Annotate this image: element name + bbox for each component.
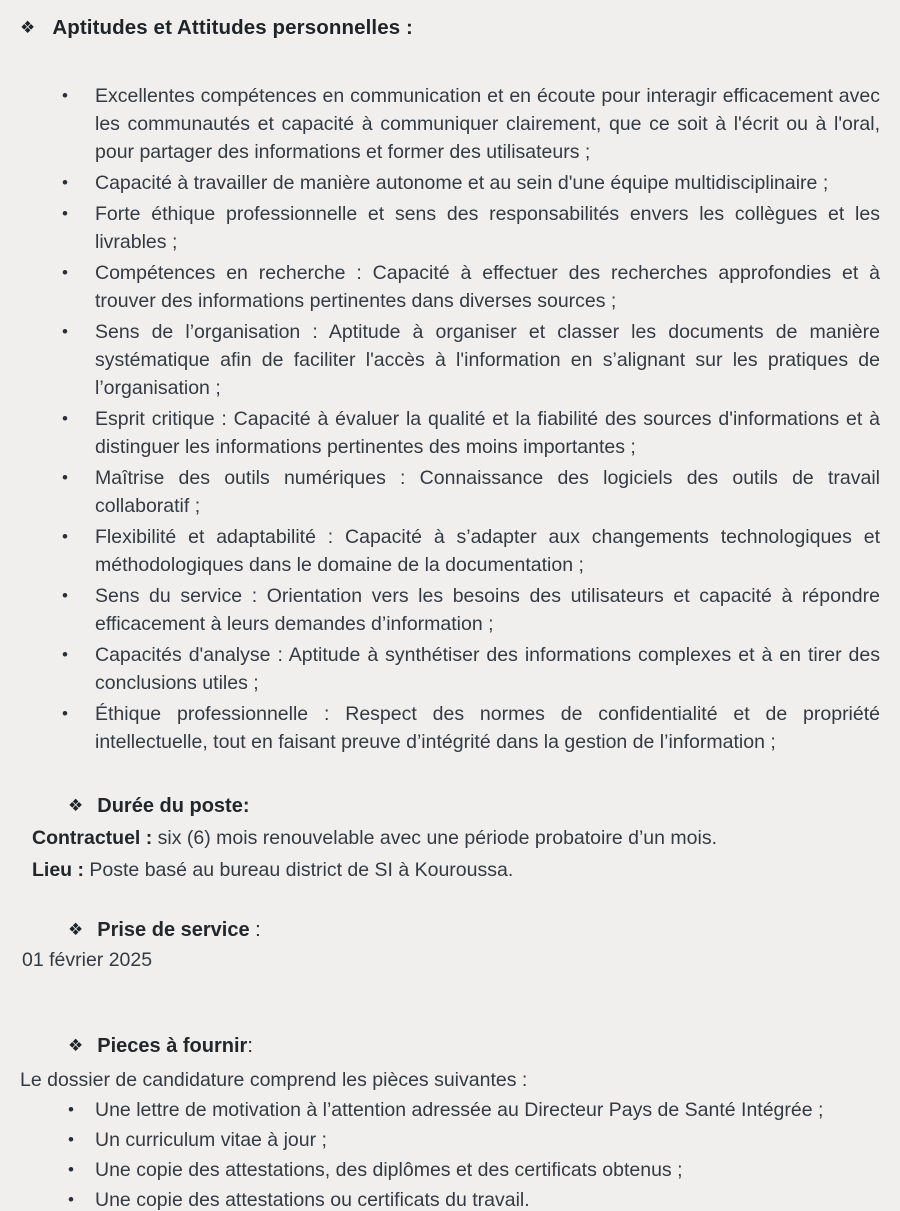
section-pieces-header xyxy=(0,1032,900,1060)
list-item xyxy=(0,641,900,697)
section-prise-header xyxy=(0,916,900,944)
lieu-label: Lieu : xyxy=(32,859,84,881)
list-item xyxy=(0,405,900,461)
list-item xyxy=(0,200,900,256)
bullet-icon: • xyxy=(62,409,68,428)
diamond-bullet-icon: ❖ xyxy=(20,18,36,38)
bullet-icon: • xyxy=(62,468,68,487)
section-aptitudes-title: Aptitudes et Attitudes personnelles : xyxy=(52,16,413,39)
diamond-bullet-icon: ❖ xyxy=(68,796,84,816)
section-pieces-title: Pieces à fournir: xyxy=(97,1035,253,1057)
contractuel-line xyxy=(32,824,900,852)
contractuel-text: six (6) mois renouvelable avec une période probatoire d’un mois. xyxy=(152,827,717,849)
list-item-text: Capacités d'analyse : Aptitude à synthétiser des informations complexes et à en tirer des conclusions utiles ; xyxy=(95,644,880,694)
bullet-icon: • xyxy=(68,1190,74,1209)
list-item xyxy=(0,1186,900,1211)
list-item-text: Sens du service : Orientation vers les besoins des utilisateurs et capacité à répondre efficacement à leurs demandes d’information ; xyxy=(95,585,880,635)
bullet-icon: • xyxy=(62,204,68,223)
list-item xyxy=(0,1126,900,1154)
list-item-text: Forte éthique professionnelle et sens des responsabilités envers les collègues et les livrables ; xyxy=(95,203,880,253)
section-aptitudes-header xyxy=(0,14,900,42)
aptitudes-list xyxy=(0,82,900,756)
bullet-icon: • xyxy=(62,86,68,105)
list-item xyxy=(0,1096,900,1124)
list-item-text: Une copie des attestations ou certificats du travail. xyxy=(95,1189,530,1211)
list-item-text: Esprit critique : Capacité à évaluer la qualité et la fiabilité des sources d'informations et à distinguer les informations pertinentes des moins importantes ; xyxy=(95,408,880,458)
section-duree-title: Durée du poste: xyxy=(97,795,250,817)
pieces-intro: Le dossier de candidature comprend les pièces suivantes : xyxy=(20,1069,528,1091)
start-date: 01 février 2025 xyxy=(22,949,153,971)
bullet-icon: • xyxy=(62,645,68,664)
list-item xyxy=(0,700,900,756)
list-item-text: Capacité à travailler de manière autonome et au sein d'une équipe multidisciplinaire ; xyxy=(95,172,829,194)
lieu-line xyxy=(32,856,900,884)
bullet-icon: • xyxy=(68,1100,74,1119)
list-item xyxy=(0,169,900,197)
bullet-icon: • xyxy=(62,527,68,546)
section-prise-title: Prise de service : xyxy=(97,919,261,941)
list-item-text: Éthique professionnelle : Respect des normes de confidentialité et de propriété intellectuelle, tout en faisant preuve d’intégrité dans la gestion de l’information ; xyxy=(95,703,880,753)
pieces-list xyxy=(0,1096,900,1211)
list-item-text: Excellentes compétences en communication et en écoute pour interagir efficacement avec les communautés et capacité à communiquer clairement, que ce soit à l'écrit ou à l'oral, pour partager des informations et former des utilisateurs ; xyxy=(95,85,880,163)
diamond-bullet-icon: ❖ xyxy=(68,1036,84,1056)
list-item-text: Sens de l’organisation : Aptitude à organiser et classer les documents de manière systématique afin de faciliter l'accès à l'information en s’alignant sur les pratiques de l’organisation ; xyxy=(95,321,880,399)
bullet-icon: • xyxy=(68,1130,74,1149)
list-item xyxy=(0,318,900,402)
bullet-icon: • xyxy=(62,322,68,341)
bullet-icon: • xyxy=(68,1160,74,1179)
list-item-text: Un curriculum vitae à jour ; xyxy=(95,1129,327,1151)
section-duree-header xyxy=(0,792,900,820)
list-item xyxy=(0,582,900,638)
lieu-text: Poste basé au bureau district de SI à Kouroussa. xyxy=(84,859,514,881)
bullet-icon: • xyxy=(62,263,68,282)
bullet-icon: • xyxy=(62,586,68,605)
list-item xyxy=(0,1156,900,1184)
prise-title-colon: : xyxy=(249,919,261,941)
diamond-bullet-icon: ❖ xyxy=(68,920,84,940)
list-item xyxy=(0,82,900,166)
bullet-icon: • xyxy=(62,173,68,192)
list-item-text: Flexibilité et adaptabilité : Capacité à s’adapter aux changements technologiques et méthodologiques dans le domaine de la documentation ; xyxy=(95,526,880,576)
contractuel-label: Contractuel : xyxy=(32,827,153,849)
pieces-title-colon: : xyxy=(247,1035,253,1057)
list-item xyxy=(0,259,900,315)
list-item-text: Une copie des attestations, des diplômes et des certificats obtenus ; xyxy=(95,1159,683,1181)
bullet-icon: • xyxy=(62,704,68,723)
list-item xyxy=(0,464,900,520)
list-item-text: Compétences en recherche : Capacité à effectuer des recherches approfondies et à trouver des informations pertinentes dans diverses sources ; xyxy=(95,262,880,312)
list-item-text: Une lettre de motivation à l’attention adressée au Directeur Pays de Santé Intégrée ; xyxy=(95,1099,824,1121)
list-item-text: Maîtrise des outils numériques : Connaissance des logiciels des outils de travail collaboratif ; xyxy=(95,467,880,517)
list-item xyxy=(0,523,900,579)
